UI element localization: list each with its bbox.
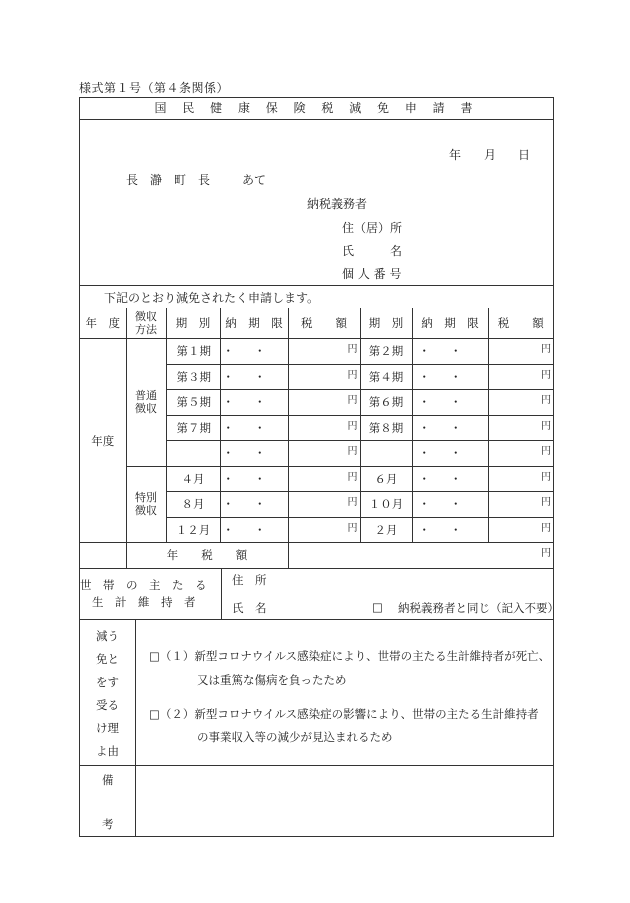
household-name-label: 氏 名: [232, 600, 267, 615]
amount-cell[interactable]: 円: [488, 517, 553, 543]
reason-option-2[interactable]: □（２）新型コロナウイルス感染症の影響により、世帯の主たる生計維持者: [149, 706, 539, 721]
request-text: 下記のとおり減免されたく申請します。: [104, 291, 320, 305]
due-date-cell[interactable]: ・・: [412, 339, 488, 365]
amount-cell[interactable]: 円: [488, 364, 553, 390]
header-fiscal-year: 年 度: [80, 308, 126, 339]
household-label-line2: 生 計 維 持 者: [92, 594, 196, 609]
header-due-b: 納 期 限: [412, 308, 488, 339]
table-row: [80, 466, 553, 492]
due-date-cell[interactable]: ・・: [220, 466, 288, 492]
amount-cell[interactable]: 円: [488, 466, 553, 492]
household-address-label: 住 所: [232, 572, 267, 587]
reason-label-line: 減う: [96, 628, 119, 643]
reason-label-line: 免と: [96, 651, 119, 666]
reason-label-line: よ由: [96, 743, 119, 758]
due-date-cell[interactable]: ・・: [412, 364, 488, 390]
header-amount-b: 税 額: [488, 308, 553, 339]
due-date-cell[interactable]: ・・: [220, 441, 288, 467]
remarks-label-line2: 考: [102, 816, 114, 831]
amount-cell[interactable]: 円: [488, 492, 553, 518]
reason-label-line: け理: [96, 720, 119, 735]
due-date-cell[interactable]: ・・: [220, 415, 288, 441]
period-cell: [360, 441, 412, 467]
same-as-taxpayer-checkbox[interactable]: □: [372, 599, 383, 614]
form-number-label: 様式第１号（第４条関係）: [79, 81, 230, 95]
reason-option-1-cont: 又は重篤な傷病を負ったため: [197, 672, 347, 687]
header-period-b: 期 別: [360, 308, 412, 339]
amount-cell[interactable]: 円: [288, 466, 360, 492]
year-cell: 年度: [80, 339, 126, 543]
header-collection-method: 徴収 方法: [126, 308, 166, 339]
period-cell: １２月: [166, 517, 220, 543]
remarks-field[interactable]: [136, 766, 553, 836]
due-date-cell[interactable]: ・・: [220, 339, 288, 365]
date-month: 月: [484, 148, 497, 162]
period-cell: 第１期: [166, 339, 220, 365]
annual-tax-spacer: [80, 543, 126, 568]
annual-tax-row: [80, 543, 553, 568]
due-date-cell[interactable]: ・・: [412, 492, 488, 518]
period-cell: ８月: [166, 492, 220, 518]
amount-cell[interactable]: 円: [288, 441, 360, 467]
period-cell: 第７期: [166, 415, 220, 441]
addressee-mayor: 長 瀞 町 長: [126, 173, 211, 187]
period-cell: [166, 441, 220, 467]
taxpayer-name-label: 氏 名: [342, 244, 403, 258]
due-date-cell[interactable]: ・・: [412, 466, 488, 492]
household-head-section: [80, 568, 559, 619]
reason-label-line: をす: [96, 674, 119, 689]
application-form: [79, 97, 559, 837]
period-cell: 第８期: [360, 415, 412, 441]
period-cell: 第４期: [360, 364, 412, 390]
amount-cell[interactable]: 円: [488, 415, 553, 441]
household-label-line1: 世 帯 の 主 た る: [80, 577, 207, 592]
remarks-label: [80, 766, 136, 836]
special-collection-label: 特別 徴収: [126, 466, 166, 543]
header-period: 期 別: [166, 308, 220, 339]
amount-cell[interactable]: 円: [288, 364, 360, 390]
remarks-label-line1: 備: [102, 772, 114, 787]
reason-label: [80, 620, 136, 765]
table-row: [80, 339, 553, 365]
due-date-cell[interactable]: ・・: [220, 390, 288, 416]
date-day: 日: [518, 148, 531, 162]
amount-cell[interactable]: 円: [488, 441, 553, 467]
amount-cell[interactable]: 円: [288, 390, 360, 416]
form-title: 国 民 健 康 保 険 税 減 免 申 請 書: [80, 98, 553, 120]
due-date-cell[interactable]: ・・: [220, 364, 288, 390]
ordinary-collection-label: 普通 徴収: [126, 339, 166, 467]
household-head-label: [80, 569, 222, 619]
amount-cell[interactable]: 円: [288, 339, 360, 365]
due-date-cell[interactable]: ・・: [412, 517, 488, 543]
due-date-cell[interactable]: ・・: [412, 390, 488, 416]
period-cell: ２月: [360, 517, 412, 543]
annual-tax-label: 年 税 額: [126, 543, 288, 568]
reason-option-2-cont: の事業収入等の減少が見込まれるため: [197, 729, 393, 744]
taxpayer-mynumber-label: 個 人 番 号: [342, 267, 402, 281]
due-date-cell[interactable]: ・・: [220, 492, 288, 518]
header-due: 納 期 限: [220, 308, 288, 339]
applicant-section: [80, 120, 553, 286]
period-cell: １０月: [360, 492, 412, 518]
amount-cell[interactable]: 円: [288, 517, 360, 543]
period-cell: 第５期: [166, 390, 220, 416]
due-date-cell[interactable]: ・・: [412, 441, 488, 467]
reason-label-line: 受る: [96, 697, 119, 712]
amount-cell[interactable]: 円: [288, 415, 360, 441]
amount-cell[interactable]: 円: [488, 339, 553, 365]
addressee-to: あて: [242, 173, 267, 187]
annual-tax-amount[interactable]: 円: [288, 543, 553, 568]
reason-section: [80, 619, 553, 765]
period-cell: ４月: [166, 466, 220, 492]
reason-option-1[interactable]: □（１）新型コロナウイルス感染症により、世帯の主たる生計維持者が死亡、: [149, 648, 551, 663]
taxpayer-address-label: 住（居）所: [342, 221, 403, 235]
same-as-taxpayer-text: 納税義務者と同じ（記入不要）: [398, 600, 559, 615]
period-cell: 第３期: [166, 364, 220, 390]
period-cell: 第２期: [360, 339, 412, 365]
remarks-section: [80, 765, 553, 836]
taxpayer-heading: 納税義務者: [307, 197, 368, 211]
request-line: [80, 286, 553, 308]
amount-cell[interactable]: 円: [288, 492, 360, 518]
period-cell: 第６期: [360, 390, 412, 416]
due-date-cell[interactable]: ・・: [220, 517, 288, 543]
tax-table: [80, 308, 553, 568]
header-amount: 税 額: [288, 308, 360, 339]
due-date-cell[interactable]: ・・: [412, 415, 488, 441]
date-year: 年: [449, 148, 462, 162]
amount-cell[interactable]: 円: [488, 390, 553, 416]
period-cell: ６月: [360, 466, 412, 492]
